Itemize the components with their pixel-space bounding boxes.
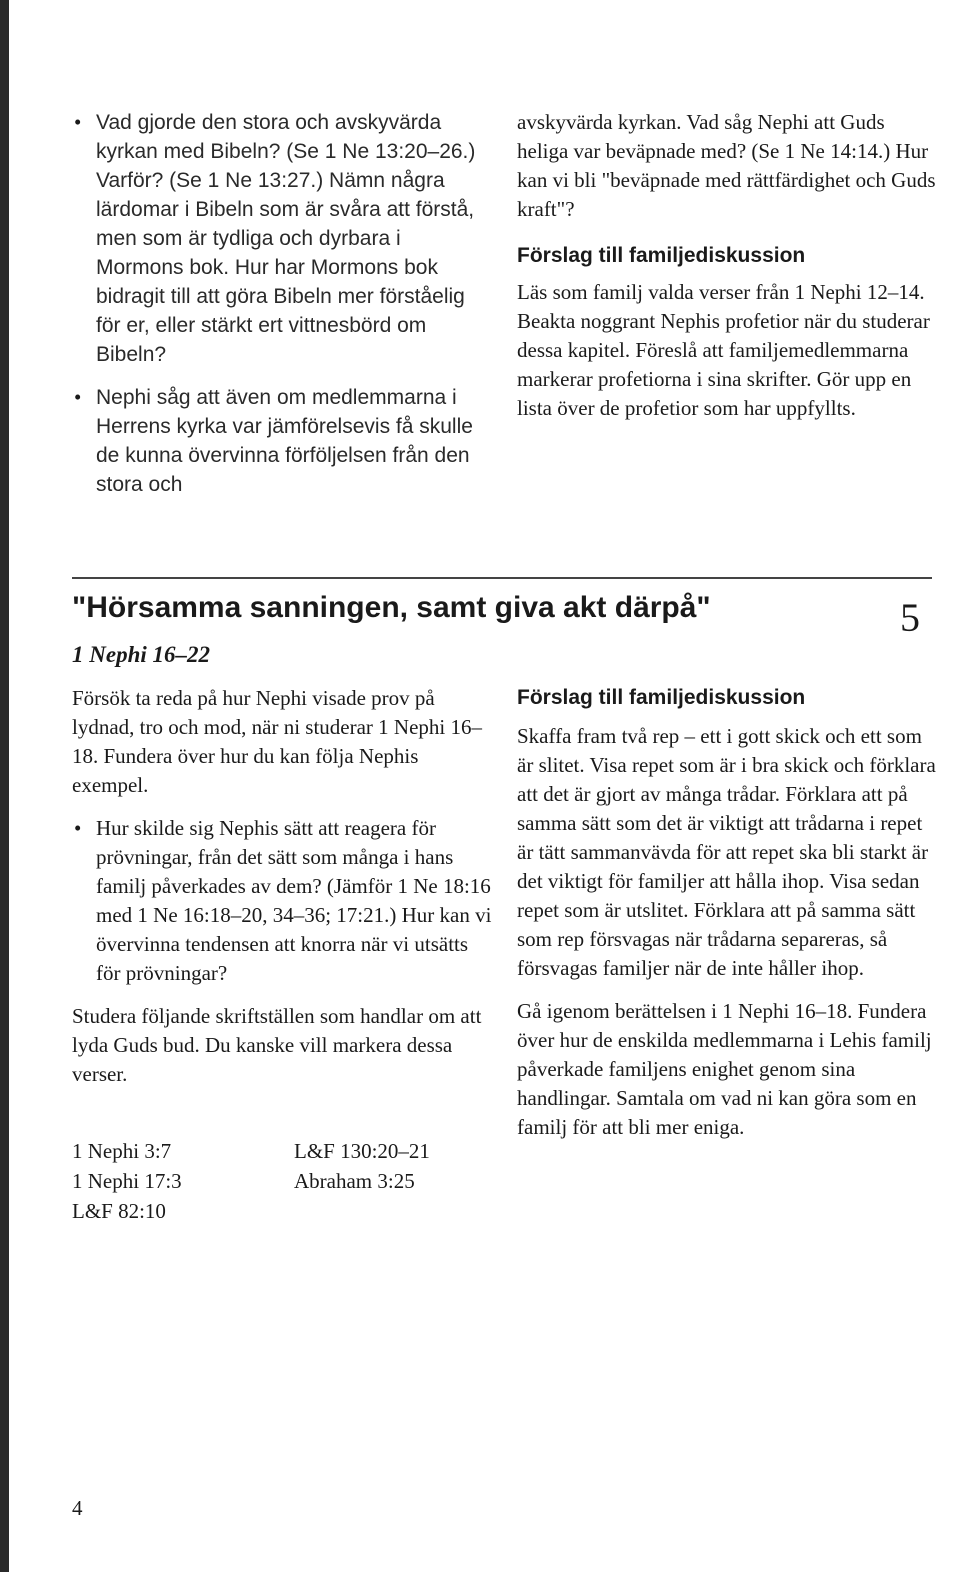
bullet-text: Hur skilde sig Nephis sätt att reagera för prövningar, från det sätt som många i hans familj påverkades av dem? (Jämför 1 Ne 18:16 med 1 Ne 16:18–20, 34–36; 17:21.) Hur kan vi övervinna tendensen att knorra när vi utsätts för prövningar? bbox=[96, 816, 492, 985]
top-right-column bbox=[517, 108, 937, 423]
bottom-right-column bbox=[517, 684, 937, 1142]
top-left-column bbox=[72, 108, 490, 513]
family-discussion-heading: Förslag till familjediskussion bbox=[517, 686, 806, 709]
top-left-bullets bbox=[72, 108, 490, 499]
chapter-subtitle: 1 Nephi 16–22 bbox=[72, 642, 210, 667]
reference-item: 1 Nephi 17:3 bbox=[72, 1169, 182, 1193]
bottom-left-column bbox=[72, 684, 492, 1089]
list-item bbox=[72, 108, 490, 369]
reference-item: L&F 130:20–21 bbox=[294, 1139, 430, 1163]
reference-item: 1 Nephi 3:7 bbox=[72, 1139, 172, 1163]
family-discussion-text: Skaffa fram två rep – ett i gott skick och ett som är slitet. Visa repet som är i bra skick och förklara att det är gjort av många trådar. Förklara att på samma sätt som det är viktigt att trådarna i repet är tätt sammanvävda för att repet ska bli starkt är det viktigt för familjer att hålla ihop. Visa sedan repet som är utslitet. Förklara att på samma sätt som rep försvagas när trådarna separeras, så försvagas familjer när de inte håller ihop. bbox=[517, 724, 936, 980]
page-edge bbox=[0, 0, 9, 1572]
story-text: Gå igenom berättelsen i 1 Nephi 16–18. Fundera över hur de enskilda medlemmarna i Lehis familj påverkade familjens enighet genom sina handlingar. Samtala om vad ni kan göra som en familj för att bli mer eniga. bbox=[517, 999, 932, 1139]
reference-item: L&F 82:10 bbox=[72, 1199, 166, 1223]
list-item bbox=[72, 383, 490, 499]
chapter-title: "Hörsamma sanningen, samt giva akt därpå" bbox=[72, 591, 711, 624]
bullet-text: Vad gjorde den stora och avskyvärda kyrkan med Bibeln? (Se 1 Ne 13:20–26.) Varför? (Se 1 Ne 13:27.) Nämn några lärdomar i Bibeln som är svåra att förstå, men som är tydliga och dyrbara i Mormons bok. Hur har Mormons bok bidragit till att göra Bibeln mer förståelig för er, eller stärkt ert vittnesbörd om Bibeln? bbox=[96, 111, 476, 366]
family-discussion-text: Läs som familj valda verser från 1 Nephi 12–14. Beakta noggrant Nephis profetior när du studerar dessa kapitel. Föreslå att familjemedlemmarna markerar profetiorna i sina skrifter. Gör upp en lista över de profetior som har uppfyllts. bbox=[517, 280, 930, 420]
bullet-icon: • bbox=[74, 385, 82, 409]
section-divider bbox=[72, 577, 932, 579]
bullet-text: Nephi såg att även om medlemmarna i Herrens kyrka var jämförelsevis få skulle de kunna övervinna förföljelsen från den stora och bbox=[96, 386, 473, 496]
study-text: Studera följande skriftställen som handlar om att lyda Guds bud. Du kanske vill markera dessa verser. bbox=[72, 1004, 482, 1086]
reference-item: Abraham 3:25 bbox=[294, 1169, 415, 1193]
bullet-icon: • bbox=[74, 816, 82, 840]
family-discussion-heading: Förslag till familjediskussion bbox=[517, 244, 806, 267]
list-item bbox=[72, 814, 492, 988]
intro-text: Försök ta reda på hur Nephi visade prov på lydnad, tro och mod, när ni studerar 1 Nephi 16–18. Fundera över hur du kan följa Nephis exempel. bbox=[72, 686, 482, 797]
page-number: 4 bbox=[72, 1496, 83, 1520]
chapter-number: 5 bbox=[900, 595, 920, 640]
bullet-icon: • bbox=[74, 110, 82, 134]
bottom-left-bullets bbox=[72, 814, 492, 988]
continuation-text: avskyvärda kyrkan. Vad såg Nephi att Guds heliga var beväpnade med? (Se 1 Ne 14:14.) Hur kan vi bli "beväpnade med rättfärdighet och Guds kraft"? bbox=[517, 110, 936, 221]
